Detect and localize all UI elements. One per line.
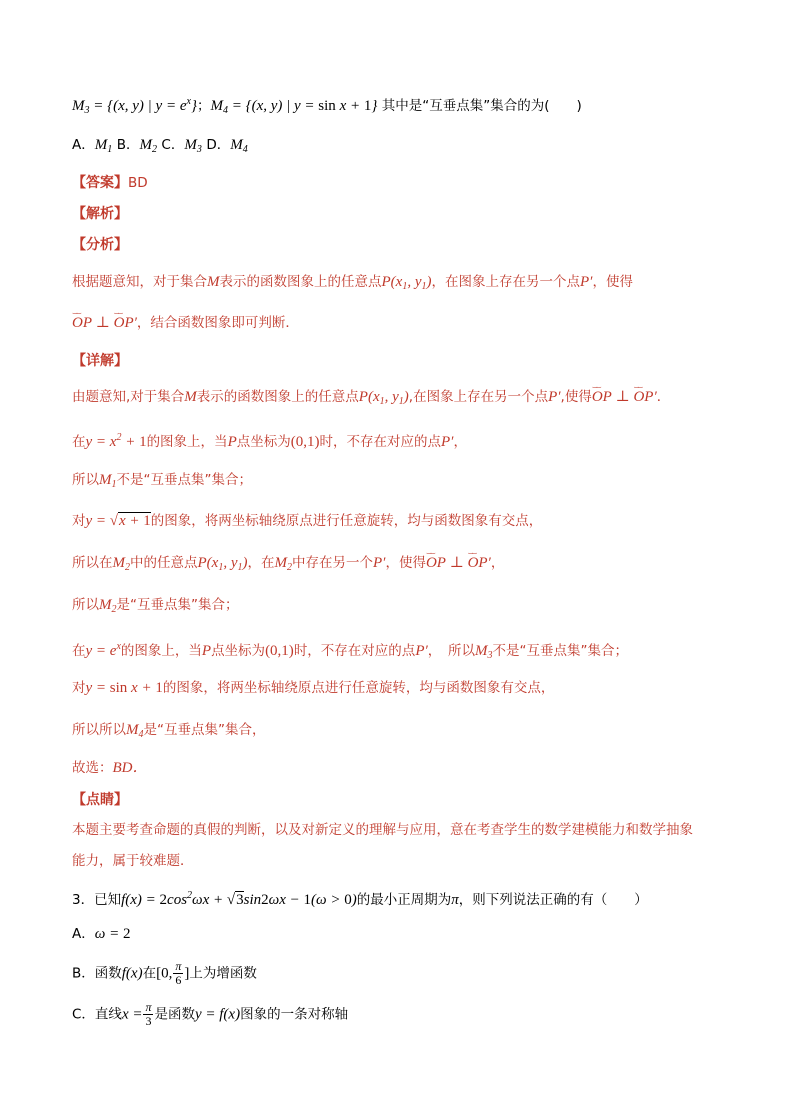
xiangjie-line-8: 对y = sin x + 1的图象，将两坐标轴绕原点进行任意旋转，均与函数图象有交点， (72, 680, 555, 696)
answer-line (72, 172, 148, 194)
xiangjie-line-2: 在$y = x^2 + 1$的图象上，当P点坐标为(0,1)时，不存在对应的点P′， (72, 432, 467, 450)
fenxi-heading: 【分析】 (72, 237, 128, 253)
question-line-m3-m4 (72, 91, 582, 122)
option-d: $M_4$ (230, 137, 248, 155)
xiangjie-line-6: 所以$M_2$是“互垂点集”集合； (72, 597, 239, 615)
m4-definition: $M_4 = \{(x$, y) | y = sin x + 1} (210, 98, 378, 116)
xiangjie-line-9: 所以所以$M_4$是“互垂点集”集合， (72, 722, 266, 740)
analysis-heading: 【解析】 (72, 206, 128, 222)
dianjing-line-2: 能力，属于较难题． (72, 853, 194, 869)
options-line: A．$M_1$ B．$M_2$ C．$M_3$ D．$M_4$ (72, 137, 248, 155)
q3-option-a: A．ω = 2 (72, 926, 131, 942)
q3-option-c: C．直线x = $\frac{\pi}{3}$ 是函数y = f(x)图象的一条对称轴 (72, 1000, 349, 1028)
separator: ； (196, 98, 211, 114)
answer-value: BD (128, 175, 148, 191)
fenxi-paragraph-line-2: ⌣⌣ OP ⊥ ⌣⌣ OP′，结合函数图象即可判断． (72, 312, 299, 334)
answer-label: 【答案】 (72, 175, 128, 191)
m3-definition: $M_3 = \{(x$, y) | $y = e^x$} (72, 96, 197, 116)
q3-option-b: B．函数f(x)在[0, $\frac{\pi}{6}$ ]上为增函数 (72, 959, 257, 987)
q3-stem: 3．已知$f(x) = 2\cos^2\omega x + √3\sin 2\omega x - 1(\omega > 0)$的最小正周期为π，则下列说法正确的有（ ） (72, 890, 648, 908)
option-c: $M_3$ (184, 137, 202, 155)
dianjing-heading: 【点睛】 (72, 792, 128, 808)
xiangjie-line-3: 所以$M_1$不是“互垂点集”集合； (72, 472, 252, 490)
xiangjie-line-1: 由题意知,对于集合M表示的函数图象上的任意点$P(x_1$, $y_1$),在图象上存在另一个点P′,使得⌣⌣ OP ⊥ ⌣⌣ OP′． (72, 386, 670, 413)
xiangjie-line-10: 故选：BD． (72, 760, 148, 776)
xiangjie-line-7: 在$y = e^x$的图象上，当P点坐标为(0,1)时，不存在对应的点P′， 所以$M_3$不是“互垂点集”集合； (72, 641, 629, 661)
fenxi-paragraph-line-1: 根据题意知，对于集合M表示的函数图象上的任意点$P(x_1$, $y_1$)，在图象上存在另一个点P′，使得 (72, 274, 633, 292)
xiangjie-line-5: 所以在$M_2$中的任意点$P(x_1$, $y_1$)，在$M_2$中存在另一个P′，使得⌣⌣ OP ⊥ ⌣⌣ OP′， (72, 552, 504, 579)
question-tail: 其中是“互垂点集”集合的为( ) (381, 98, 582, 114)
option-b: $M_2$ (139, 137, 157, 155)
xiangjie-heading: 【详解】 (72, 353, 128, 369)
dianjing-line-1: 本题主要考查命题的真假的判断，以及对新定义的理解与应用，意在考查学生的数学建模能力和数学抽象 (72, 822, 693, 838)
option-a: $M_1$ (94, 137, 113, 155)
xiangjie-line-4: 对y = √x + 1的图象，将两坐标轴绕原点进行任意旋转，均与函数图象有交点， (72, 513, 543, 529)
